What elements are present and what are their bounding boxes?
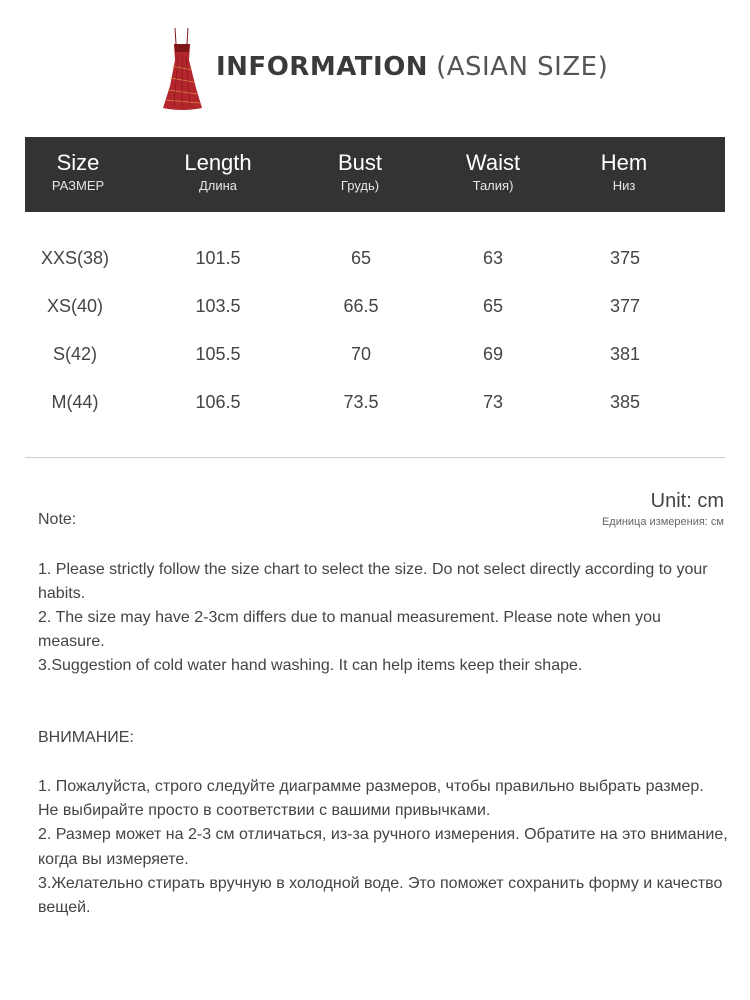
table-header <box>25 137 725 212</box>
table-cell: 69 <box>482 344 504 364</box>
note-label: Note: <box>38 511 77 528</box>
dress-icon <box>160 26 204 112</box>
column-sublabel: Талия) <box>472 178 514 193</box>
table-cell: M(44) <box>51 392 99 412</box>
table-cell: 66.5 <box>343 296 379 316</box>
column-label: Length <box>184 150 252 175</box>
notes-english <box>38 558 718 678</box>
note-item: 3.Suggestion of cold water hand washing. It can help items keep their shape. <box>38 657 583 674</box>
table-cell: 65 <box>350 248 372 268</box>
table-cell: 105.5 <box>195 344 241 364</box>
page-title <box>216 52 608 88</box>
table-cell: 73.5 <box>343 392 379 412</box>
table-row <box>0 339 750 369</box>
header <box>0 0 750 130</box>
table-cell: 63 <box>482 248 504 268</box>
note-label-ru: ВНИМАНИЕ: <box>38 729 134 746</box>
table-row <box>0 243 750 273</box>
note-item: 3.Желательно стирать вручную в холодной воде. Это поможет сохранить форму и качество вещей. <box>38 874 723 917</box>
column-label: Bust <box>337 150 383 175</box>
table-cell: 106.5 <box>195 392 241 412</box>
unit-label: Unit: cm <box>650 490 724 512</box>
table-row <box>0 291 750 321</box>
column-sublabel: Длина <box>198 178 238 193</box>
table-cell: XXS(38) <box>40 248 110 268</box>
column-sublabel: Грудь) <box>340 178 380 193</box>
note-item: 1. Пожалуйста, строго следуйте диаграмме размеров, чтобы правильно выбрать размер. Не выбирайте просто в соответствии с вашими привычками. <box>38 778 704 820</box>
notes-russian <box>38 775 728 920</box>
note-item: 1. Please strictly follow the size chart to select the size. Do not select directly according to your habits. <box>38 561 708 602</box>
table-cell: 385 <box>609 392 641 412</box>
column-header-waist <box>433 137 553 212</box>
column-header-hem <box>564 137 684 212</box>
column-label: Hem <box>600 150 648 175</box>
section-divider <box>25 457 725 458</box>
note-item: 2. Размер может на 2-3 см отличаться, из-за ручного измерения. Обратите на это внимание, когда вы измеряете. <box>38 826 728 868</box>
title-main: INFORMATION <box>216 52 429 82</box>
table-cell: 375 <box>609 248 641 268</box>
column-header-bust <box>300 137 420 212</box>
table-cell: 103.5 <box>195 296 241 316</box>
table-body <box>0 230 750 430</box>
title-sub: (ASIAN SIZE) <box>436 52 609 82</box>
table-cell: 73 <box>482 392 504 412</box>
table-cell: 101.5 <box>195 248 241 268</box>
note-item: 2. The size may have 2-3cm differs due to manual measurement. Please note when you measure. <box>38 609 661 650</box>
column-label: Size <box>56 150 100 175</box>
table-cell: 70 <box>350 344 372 364</box>
unit-label-ru: Единица измерения: см <box>601 516 724 528</box>
table-cell: 377 <box>609 296 641 316</box>
table-row <box>0 387 750 417</box>
table-cell: XS(40) <box>46 296 104 316</box>
table-cell: S(42) <box>52 344 97 364</box>
column-sublabel: Низ <box>612 178 636 193</box>
column-header-size <box>18 137 138 212</box>
table-cell: 381 <box>609 344 641 364</box>
table-cell: 65 <box>482 296 504 316</box>
column-header-length <box>158 137 278 212</box>
column-label: Waist <box>465 150 521 175</box>
column-sublabel: РАЗМЕР <box>51 178 105 193</box>
